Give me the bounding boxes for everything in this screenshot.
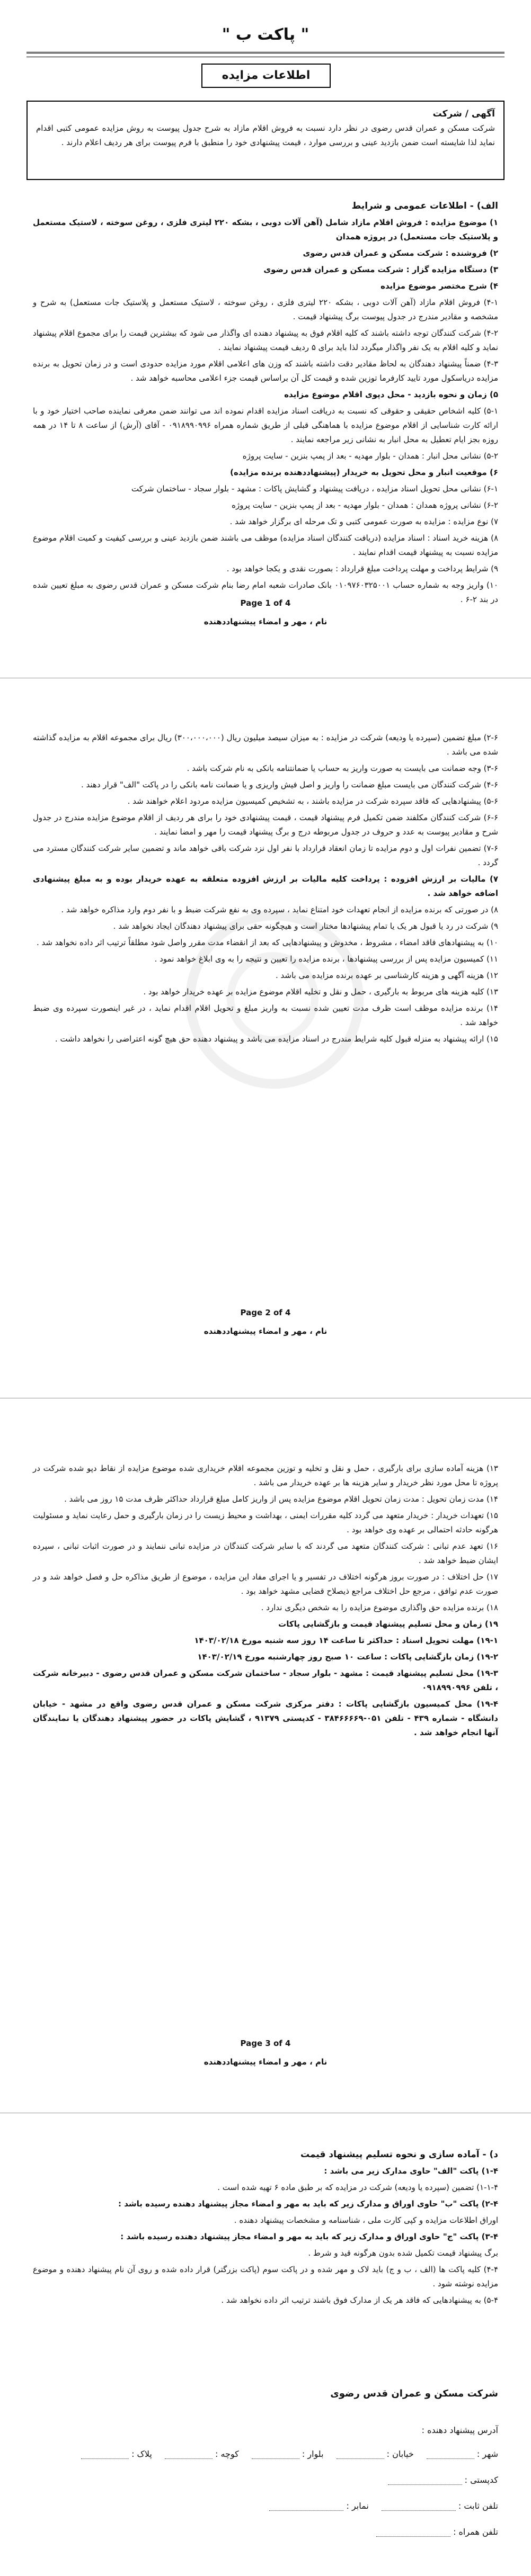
phone-label: تلفن ثابت : (458, 2501, 498, 2511)
clause: ۵) زمان و نحوه بازدید - محل دپوی اقلام موضوع مزایده (284, 390, 498, 399)
clause: ۱۹-۴) محل کمیسیون بازگشایی پاکات : دفتر مرکزی شرکت مسکن و عمران قدس رضوی واقع در مشهد - خیابان دانشگاه - شماره ۴۳۹ - تلفن ۰۵۱-۳۸۴۶۶۶۶۹ - کدپستی ۹۱۳۷۹ ، گشایش پاکات در حضور پیشنهاد دهندگان یا نمایندگان آنها انجام خواهد شد . (33, 1699, 498, 1737)
page-number: Page 2 of 4 (240, 1308, 291, 1317)
clause: ۳-۴) پاکت "ج" حاوی اوراق و مدارک زیر که باید به مهر و امضاء مجاز پیشنهاد دهنده رسیده باشد : (120, 2232, 498, 2241)
street-field[interactable] (337, 2449, 414, 2459)
boulevard-field[interactable] (252, 2449, 324, 2459)
signature-label: نام ، مهر و امضاء پیشنهاددهنده (203, 617, 328, 626)
page-number: Page 1 of 4 (240, 598, 291, 608)
page-4-content (33, 2144, 498, 2310)
clause: ۱۵) تعهدات خریدار : خریدار متعهد می گردد کلیه مقررات ایمنی ، بهداشت و محیط زیست را در زمان بارگیری و حمل رعایت نماید و مسئولیت هرگونه حادثه احتمالی بر عهده وی خواهد بود . (33, 1511, 498, 1534)
intro-text: شرکت مسکن و عمران قدس رضوی در نظر دارد نسبت به فروش اقلام مازاد به شرح جدول پیوست به روش مزایده عمومی کتبی اقدام نماید لذا شایسته است ضمن بازدید عینی و بررسی موارد ، قیمت پیشنهادی خود را منطبق با فرم پیوست برای هر ردیف اعلام دارند . (36, 123, 495, 147)
intro-box (26, 101, 505, 180)
header-divider (26, 52, 505, 57)
clause: ۱-۴) پاکت "الف" حاوی مدارک زیر می باشد : (324, 2166, 498, 2176)
plate-field[interactable] (81, 2449, 152, 2459)
clause: ۷) مالیات بر ارزش افزوده : پرداخت کلیه مالیات بر ارزش افزوده متعلقه به عهده خریدار بوده و به مبلغ پیشنهادی اضافه خواهد شد . (33, 874, 498, 898)
alley-field[interactable] (165, 2449, 239, 2459)
page-1-content (33, 196, 498, 609)
plate-label: پلاک : (131, 2449, 152, 2459)
company-name: شرکت مسکن و عمران قدس رضوی (330, 2388, 498, 2399)
clause: ۷-۶) تضمین نفرات اول و دوم مزایده تا زمان انعقاد قرارداد با نفر اول نزد شرکت باقی خواهد ماند و تضمین سایر شرکت کنندگان مسترد می گردد . (33, 843, 498, 867)
clause: ۵-۶) پیشنهادهایی که فاقد سپرده شرکت در مزایده باشند ، به تشخیص کمیسیون مزایده مردود اعلام خواهند شد . (127, 796, 498, 806)
fax-label: نمابر : (346, 2501, 369, 2511)
clause: ۱۱) کمیسیون مزایده پس از بررسی پیشنهادها ، برنده مزایده را تعیین و نتیجه را به وی ابلاغ خواهد نمود . (154, 954, 498, 964)
clause: ۱۵) ارائه پیشنهاد به منزله قبول کلیه شرایط مندرج در اسناد مزایده می باشد و پیشنهاد دهنده حق هیچ گونه اعتراضی را نخواهد داشت . (55, 1034, 498, 1044)
city-label: شهر : (476, 2449, 498, 2459)
alley-label: کوچه : (215, 2449, 239, 2459)
pack-title: " پاکت ب " (222, 25, 309, 44)
clause: ۶-۲) نشانی پروژه همدان : همدان - بلوار مهدیه - بعد از پمپ بنزین - سایت پروژه (232, 500, 498, 510)
clause: ۱۳) کلیه هزینه های مربوط به بارگیری ، حمل و نقل و تخلیه اقلام موضوع مزایده بر عهده خریدار خواهد بود . (143, 987, 498, 997)
clause: ۹) شرکت در رد یا قبول هر یک یا تمام پیشنهادها مختار است و هیچگونه حقی برای پیشنهاد دهندگان ایجاد نخواهد شد . (113, 921, 498, 931)
bidder-address-form (33, 2425, 498, 2553)
clause: ۱۹-۲) زمان بازگشایی پاکات : ساعت ۱۰ صبح روز چهارشنبه مورخ ۱۴۰۳/۰۲/۱۹ (197, 1652, 498, 1662)
clause: ۴) شرح مختصر موضوع مزایده (380, 281, 498, 291)
clause: ۱۹-۳) محل تسلیم پیشنهاد قیمت : مشهد - بلوار سجاد - ساختمان شرکت مسکن و عمران قدس رضوی - دبیرخانه شرکت ، تلفن ۰۹۱۸۹۹۰۹۹۶ (33, 1668, 498, 1692)
clause: ۴-۲) شرکت کنندگان توجه داشته باشند که کلیه اقلام فوق به پیشنهاد دهنده ای واگذار می شود که بیشترین قیمت را برای مجموع اقلام پیشنهاد نماید و کلیه اقلام به یک نفر واگذار میگردد لذا باید برای ۵ ردیف قیمت پیشنهاد نمایند . (33, 328, 498, 352)
clause: ۲-۶) مبلغ تضمین (سپرده یا ودیعه) شرکت در مزایده : به میزان سیصد میلیون ریال (۳۰۰،۰۰۰،۰۰۰) ریال برای مجموعه اقلام به مزایده گذاشته شده می باشد . (33, 733, 498, 757)
clause: ۶) موقعیت انبار و محل تحویل به خریدار (پیشنهاددهنده برنده مزایده) (230, 468, 498, 477)
address-row-4 (33, 2527, 498, 2537)
clause: ۱۲) هزینه آگهی و هزینه کارشناسی بر عهده برنده مزایده می باشد . (276, 971, 498, 980)
clause: برگ پیشنهاد قیمت تکمیل شده بدون هرگونه قید و شرط . (308, 2248, 498, 2258)
clause: ۱۴) مدت زمان تحویل : مدت زمان تحویل اقلام موضوع مزایده پس از واریز کامل مبلغ قرارداد حداکثر ظرف مدت ۱۵ روز می باشد . (64, 1494, 498, 1504)
postal-label: کدپستی : (464, 2475, 498, 2485)
notice-title: اطلاعات مزایده (201, 64, 331, 88)
clause: ۵-۲) نشانی محل انبار : همدان - بلوار مهدیه - بعد از پمپ بنزین - سایت پروژه (242, 451, 498, 461)
clause: ۴-۱) فروش اقلام مازاد (آهن آلات دوبی ، بشکه ۲۲۰ لیتری فلزی ، روغن سوخته ، لاستیک مستعمل و پلاستیک جات مستعمل) به شرح و مشخصه و مقادیر مندرج در جدول پیوست برگ پیشنهاد قیمت . (33, 298, 498, 321)
mobile-field[interactable] (376, 2527, 498, 2537)
page-number: Page 3 of 4 (240, 2039, 291, 2048)
mobile-label: تلفن همراه : (453, 2527, 498, 2537)
clause: ۴-۴) کلیه پاکت ها (الف ، ب و ج) باید لاک و مهر شده و در پاکت سوم (پاکت بزرگتر) قرار داده شده و روی آن نام پیشنهاد دهنده و موضوع مزایده نوشته شود . (33, 2265, 498, 2288)
clause: ۱-۱-۴) تضمین (سپرده یا ودیعه) شرکت در مزایده که بر طبق ماده ۶ تهیه شده است . (217, 2183, 498, 2192)
clause: ۱) موضوع مزایده : فروش اقلام مازاد شامل (آهن آلات دوبی ، بشکه ۲۲۰ لیتری فلزی ، روغن سوخته ، لاستیک مستعمل و پلاستیک جات مستعمل) در پروژه همدان (33, 218, 498, 241)
clause: ۳) دستگاه مزایده گزار : شرکت مسکن و عمران قدس رضوی (263, 265, 498, 274)
clause: ۱۳) هزینه آماده سازی برای بارگیری ، حمل و نقل و تخلیه و توزین مجموعه اقلام خریداری شده موضوع مزایده از نقاط دپو شده شرکت در پروژه تا محل مورد نظر خریدار و سایر هزینه ها بر عهده خریدار می باشد . (33, 1464, 498, 1487)
clause: ۱۹) زمان و محل تسلیم پیشنهاد قیمت و بازگشایی پاکات (278, 1619, 498, 1629)
clause: ۷) نوع مزایده : مزایده به صورت عمومی کتبی و تک مرحله ای برگزار خواهد شد . (229, 517, 498, 526)
clause: ۱۰) به پیشنهادهای فاقد امضاء ، مشروط ، مخدوش و پیشنهادهایی که بعد از انقضاء مدت مقرر واصل شود مطلقاً ترتیب اثر داده نخواهد شد . (36, 938, 498, 947)
document-page-1 (26, 21, 505, 635)
address-row-2 (33, 2475, 498, 2485)
street-label: خیابان : (386, 2449, 414, 2459)
postal-code-field[interactable] (388, 2475, 498, 2485)
clause: ۱۸) برنده مزایده حق واگذاری موضوع مزایده را به شخص دیگری ندارد . (261, 1603, 498, 1612)
page-3-content (33, 1461, 498, 1742)
document-page-2 (26, 720, 505, 1345)
document-page-3 (26, 1451, 505, 2076)
intro-heading: آگهی / شرکت (432, 109, 495, 119)
section-a-heading: الف) - اطلاعات عمومی و شرایط (351, 201, 498, 211)
page-2-content (33, 731, 498, 1048)
fax-field[interactable] (269, 2501, 368, 2511)
clause: ۶-۱) نشانی محل تحویل اسناد مزایده ، دریافت پیشنهاد و گشایش پاکات : مشهد - بلوار سجاد - ساختمان شرکت (131, 484, 498, 493)
clause: ۸) هزینه خرید اسناد : اسناد مزایده (دریافت کنندگان اسناد مزایده) موظف می باشند ضمن بازدید عینی و بررسی کیفیت و کمیت اقلام موضوع مزایده نسبت به پیشنهاد قیمت اقدام نمایند . (33, 533, 498, 557)
clause: ۱۹-۱) مهلت تحویل اسناد : حداکثر تا ساعت ۱۴ روز سه شنبه مورخ ۱۴۰۳/۰۲/۱۸ (194, 1636, 498, 1645)
clause: ۱۴) برنده مزایده موظف است ظرف مدت تعیین شده نسبت به واریز مبلغ و تحویل اقلام اقدام نماید ، در غیر اینصورت سپرده وی ضبط خواهد شد . (33, 1003, 498, 1027)
signature-label: نام ، مهر و امضاء پیشنهاددهنده (203, 1326, 328, 1336)
clause: ۹) شرایط پرداخت و مهلت پرداخت مبلغ قرارداد : بصورت نقدی و یکجا خواهد بود . (226, 564, 498, 573)
phone-field[interactable] (382, 2501, 498, 2511)
clause: ۱۷) حل اختلاف : در صورت بروز هرگونه اختلاف در تفسیر و یا اجرای مفاد این مزایده ، موضوع از طریق مذاکره حل و فصل خواهد شد و در صورت عدم توافق ، مرجع حل اختلاف مراجع ذیصلاح قضایی مشهد خواهد بود . (33, 1572, 498, 1596)
document-page-4 (26, 2139, 505, 2563)
clause: ۶-۶) شرکت کنندگان مکلفند ضمن تکمیل فرم پیشنهاد قیمت ، قیمت پیشنهادی خود را برای هر ردیف از اقلام موضوع مزایده مندرج در جدول شرح و مقادیر پیوست به عدد و حروف در جدول مربوطه درج و برگ پیشنهاد قیمت را مهر و امضا نمایند . (33, 813, 498, 837)
clause: ۱۶) تعهد عدم تبانی : شرکت کنندگان متعهد می گردند که با سایر شرکت کنندگان در مزایده تبانی ننمایند و در صورت اثبات تبانی ، سپرده ایشان ضبط خواهد شد . (33, 1541, 498, 1565)
clause: ۲-۴) پاکت "ب" حاوی اوراق و مدارک زیر که باید به مهر و امضاء مجاز پیشنهاد دهنده رسیده باشد : (118, 2199, 498, 2209)
clause: ۱۰) واریز وجه به شماره حساب ۰۱۰۹۷۶۰۳۲۵۰۰۱ بانک صادرات شعبه امام رضا بنام شرکت مسکن و عمران قدس رضوی به مبلغ تعیین شده در بند ۲-۶ . (33, 580, 498, 604)
clause: ۴-۳) ضمناً پیشنهاد دهندگان به لحاظ مقادیر دقت داشته باشند که وزن های اعلامی اقلام مورد مزایده حدودی است و در زمان تحویل به برنده مزایده دریاسکول مورد تایید کارفرما توزین شده و قیمت کل آن براساس قیمت جزء اعلامی محاسبه خواهد شد . (33, 359, 498, 383)
clause: ۸) در صورتی که برنده مزایده از انجام تعهدات خود امتناع نماید ، سپرده وی به نفع شرکت ضبط و با نفر دوم وارد مذاکره خواهد شد . (61, 905, 498, 914)
clause: اوراق اطلاعات مزایده و کپی کارت ملی ، شناسنامه و مشخصات پیشنهاد دهنده . (234, 2215, 498, 2225)
clause: ۵-۴) به پیشنهادهایی که فاقد هر یک از مدارک فوق باشند ترتیب اثر داده نخواهد شد . (221, 2295, 498, 2305)
section-d-heading: د) - آماده سازی و نحوه تسلیم پیشنهاد قیمت (300, 2149, 498, 2160)
signature-label: نام ، مهر و امضاء پیشنهاددهنده (203, 2057, 328, 2067)
address-row-3 (33, 2501, 498, 2511)
city-field[interactable] (427, 2449, 498, 2459)
boulevard-label: بلوار : (302, 2449, 324, 2459)
clause: ۲) فروشنده : شرکت مسکن و عمران قدس رضوی (303, 248, 498, 258)
clause: ۳-۶) وجه ضمانت می بایست به صورت واریز به حساب یا ضمانتنامه بانکی به نام شرکت باشد . (187, 764, 498, 773)
address-label: آدرس پیشنهاد دهنده : (421, 2425, 498, 2435)
clause: ۵-۱) کلیه اشخاص حقیقی و حقوقی که نسبت به دریافت اسناد مزایده اقدام نموده اند می توانند ضمن معرفی نماینده صاحب اختیار خود و با ارائه کارت شناسایی از اقلام موضوع مزایده با هماهنگی قبلی از طریق شماره همراه ۰۹۱۸۹۹۰۹۹۶ - آقای (آرش) از ساعت ۸ تا ۱۴ در همه روزه بجز ایام تعطیل به محل انبار به نشانی زیر مراجعه نمایند . (33, 406, 498, 444)
clause: ۴-۶) شرکت کنندگان می بایست مبلغ ضمانت را واریز و اصل فیش واریزی و یا ضمانت نامه بانکی را در پاکت "الف" قرار دهند . (81, 780, 498, 789)
address-row-1 (33, 2449, 498, 2459)
